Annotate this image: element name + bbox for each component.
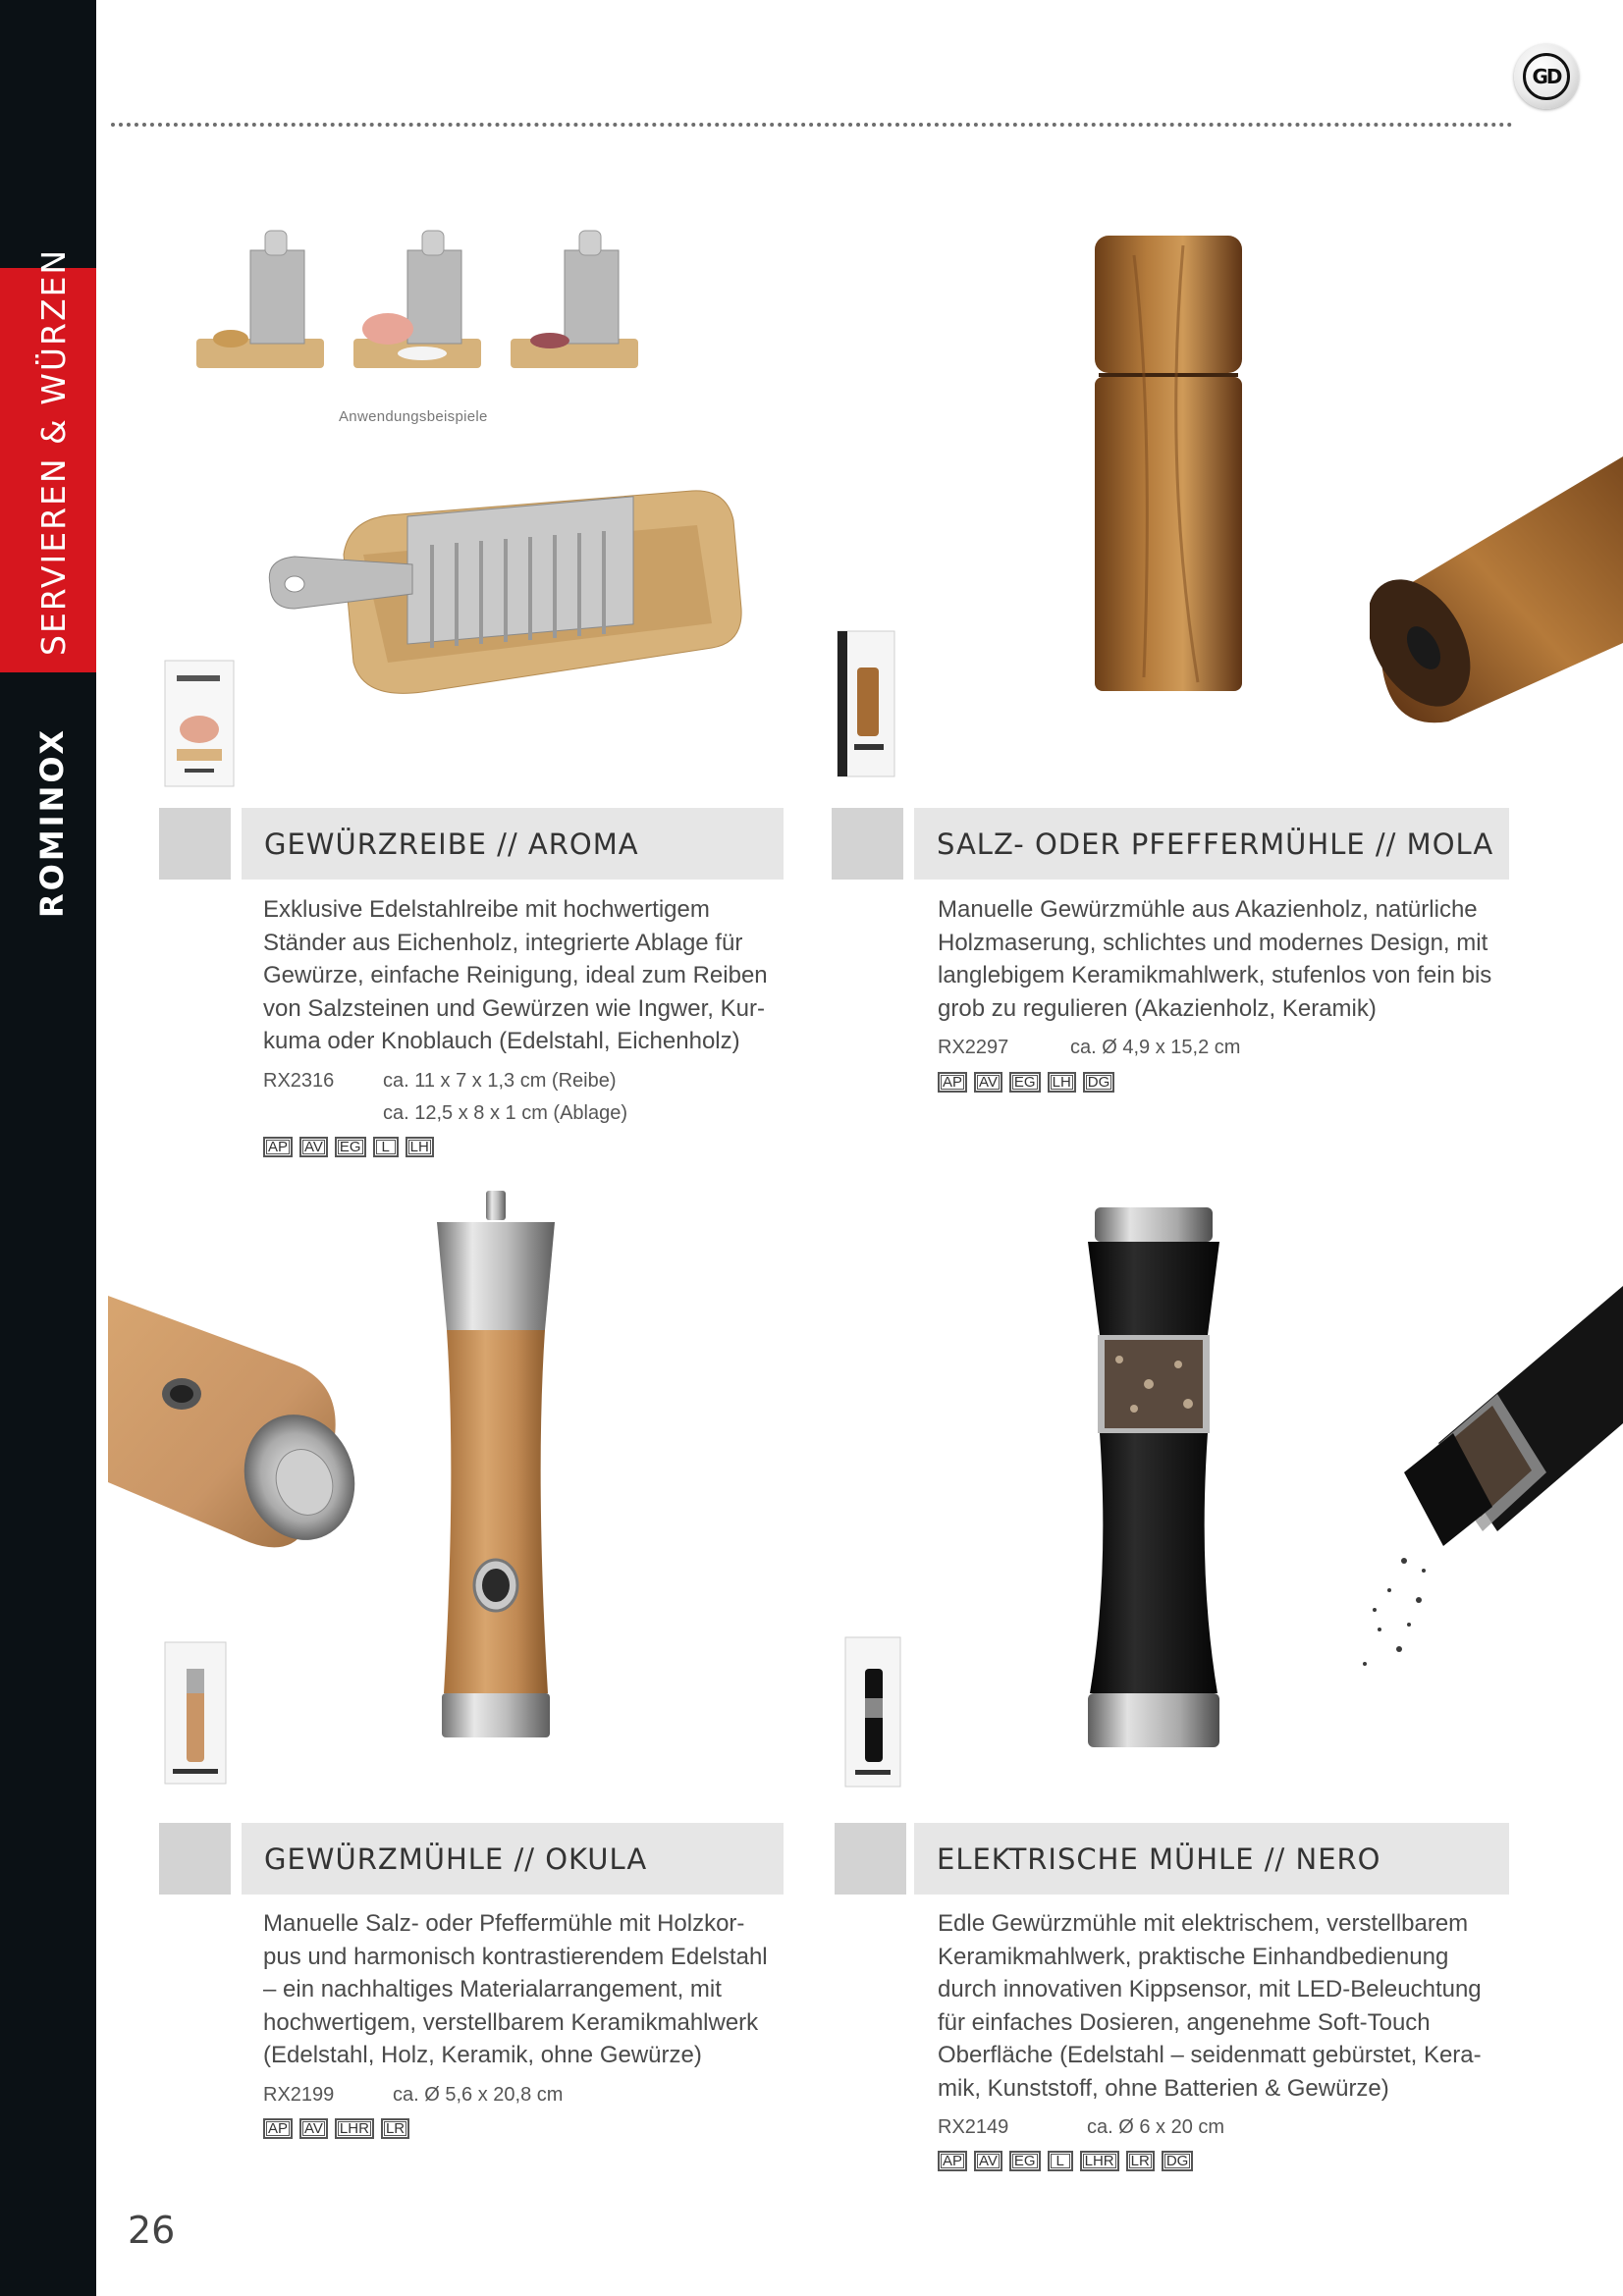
description-line: hochwertigem, verstellbarem Keramikmahlwerk	[263, 2008, 759, 2036]
grater-product-image	[250, 447, 800, 731]
product-tags	[263, 2118, 409, 2139]
grater-examples-image	[191, 221, 663, 393]
tag: AP	[263, 2118, 293, 2139]
tag: LHR	[335, 2118, 374, 2139]
okula-mill-image	[422, 1183, 569, 1772]
description-line: Gewürze, einfache Reinigung, ideal zum Reiben	[263, 962, 768, 988]
product-code: RX2316	[263, 1070, 335, 1092]
description-line: – ein nachhaltiges Materialarrangement, mit	[263, 1976, 722, 2002]
description-line: Holzmaserung, schlichtes und modernes Design, mit	[938, 929, 1488, 956]
description-line: kuma oder Knoblauch (Edelstahl, Eichenholz)	[263, 1028, 740, 1054]
description-line: Ständer aus Eichenholz, integrierte Ablage für	[263, 929, 743, 956]
nero-mill-image	[1060, 1202, 1247, 1767]
description-line: für einfaches Dosieren, angenehme Soft-Touch	[938, 2008, 1431, 2036]
product-code: RX2149	[938, 2116, 1009, 2138]
mola-mill-detail-image	[1370, 447, 1623, 731]
tag: LR	[381, 2118, 409, 2139]
okula-mill-detail-image	[108, 1296, 373, 1571]
product-title: SALZ- ODER PFEFFERMÜHLE // MOLA	[914, 808, 1509, 880]
product-marker	[832, 808, 903, 880]
grater-packaging-image	[155, 656, 243, 793]
mola-packaging-image	[830, 628, 903, 780]
tag: LR	[1126, 2151, 1155, 2171]
nero-packaging-image	[839, 1634, 908, 1791]
tag: LHR	[1080, 2151, 1119, 2171]
tag: L	[373, 1137, 399, 1157]
examples-caption: Anwendungsbeispiele	[339, 408, 488, 425]
tag: DG	[1162, 2151, 1194, 2171]
product-code: RX2297	[938, 1037, 1009, 1058]
tag: AV	[974, 1072, 1002, 1093]
description-line: (Edelstahl, Holz, Keramik, ohne Gewürze)	[263, 2042, 702, 2068]
page-number: 26	[128, 2209, 176, 2252]
logo-mark: GD	[1523, 53, 1570, 100]
tag: AV	[299, 1137, 328, 1157]
okula-packaging-image	[157, 1639, 236, 1787]
tag: LH	[1048, 1072, 1076, 1093]
description-line: pus und harmonisch kontrastierendem Edelstahl	[263, 1943, 768, 1970]
sidebar-category: SERVIEREN & WÜRZEN	[34, 247, 73, 656]
product-marker	[835, 1823, 906, 1895]
product-marker	[159, 1823, 231, 1895]
tag: AP	[938, 1072, 967, 1093]
product-description	[263, 893, 768, 1058]
description-line: Exklusive Edelstahlreibe mit hochwertigem	[263, 896, 710, 923]
tag: DG	[1083, 1072, 1115, 1093]
tag: EG	[1009, 1072, 1041, 1093]
product-title: GEWÜRZMÜHLE // OKULA	[242, 1823, 784, 1895]
product-dimension: ca. Ø 5,6 x 20,8 cm	[393, 2084, 564, 2106]
description-line: langlebigem Keramikmahlwerk, stufenlos von fein bis	[938, 962, 1492, 988]
nero-mill-detail-image	[1345, 1276, 1623, 1708]
product-dimension: ca. Ø 4,9 x 15,2 cm	[1070, 1037, 1241, 1058]
mola-mill-image	[1075, 226, 1271, 707]
tag: AP	[263, 1137, 293, 1157]
product-description	[938, 1907, 1482, 2105]
tag: AV	[974, 2151, 1002, 2171]
description-line: Manuelle Salz- oder Pfeffermühle mit Holzkor-	[263, 1910, 745, 1937]
description-line: mik, Kunststoff, ohne Batterien & Gewürze)	[938, 2074, 1389, 2102]
product-description	[938, 893, 1491, 1025]
product-tags	[938, 1072, 1114, 1093]
tag: L	[1048, 2151, 1073, 2171]
tag: EG	[1009, 2151, 1041, 2171]
description-line: durch innovativen Kippsensor, mit LED-Beleuchtung	[938, 1976, 1482, 2002]
description-line: von Salzsteinen und Gewürzen wie Ingwer, Kur-	[263, 994, 765, 1022]
product-title: ELEKTRISCHE MÜHLE // NERO	[914, 1823, 1509, 1895]
sidebar-brand: ROMINOX	[33, 726, 71, 918]
product-dimension: ca. 12,5 x 8 x 1 cm (Ablage)	[383, 1102, 628, 1124]
tag: EG	[335, 1137, 366, 1157]
product-dimension: ca. 11 x 7 x 1,3 cm (Reibe)	[383, 1070, 617, 1092]
product-marker	[159, 808, 231, 880]
tag: LH	[406, 1137, 434, 1157]
product-description	[263, 1907, 768, 2072]
tag: AP	[938, 2151, 967, 2171]
product-tags	[263, 1137, 434, 1157]
brand-logo	[1514, 44, 1579, 109]
product-code: RX2199	[263, 2084, 335, 2106]
description-line: Keramikmahlwerk, praktische Einhandbedienung	[938, 1943, 1449, 1970]
product-title: GEWÜRZREIBE // AROMA	[242, 808, 784, 880]
description-line: Manuelle Gewürzmühle aus Akazienholz, natürliche	[938, 896, 1478, 923]
product-dimension: ca. Ø 6 x 20 cm	[1087, 2116, 1225, 2138]
header-divider	[111, 123, 1513, 127]
description-line: Oberfläche (Edelstahl – seidenmatt gebürstet, Kera-	[938, 2042, 1482, 2068]
description-line: grob zu regulieren (Akazienholz, Keramik)	[938, 994, 1377, 1022]
description-line: Edle Gewürzmühle mit elektrischem, verstellbarem	[938, 1910, 1469, 1937]
product-tags	[938, 2151, 1193, 2171]
tag: AV	[299, 2118, 328, 2139]
